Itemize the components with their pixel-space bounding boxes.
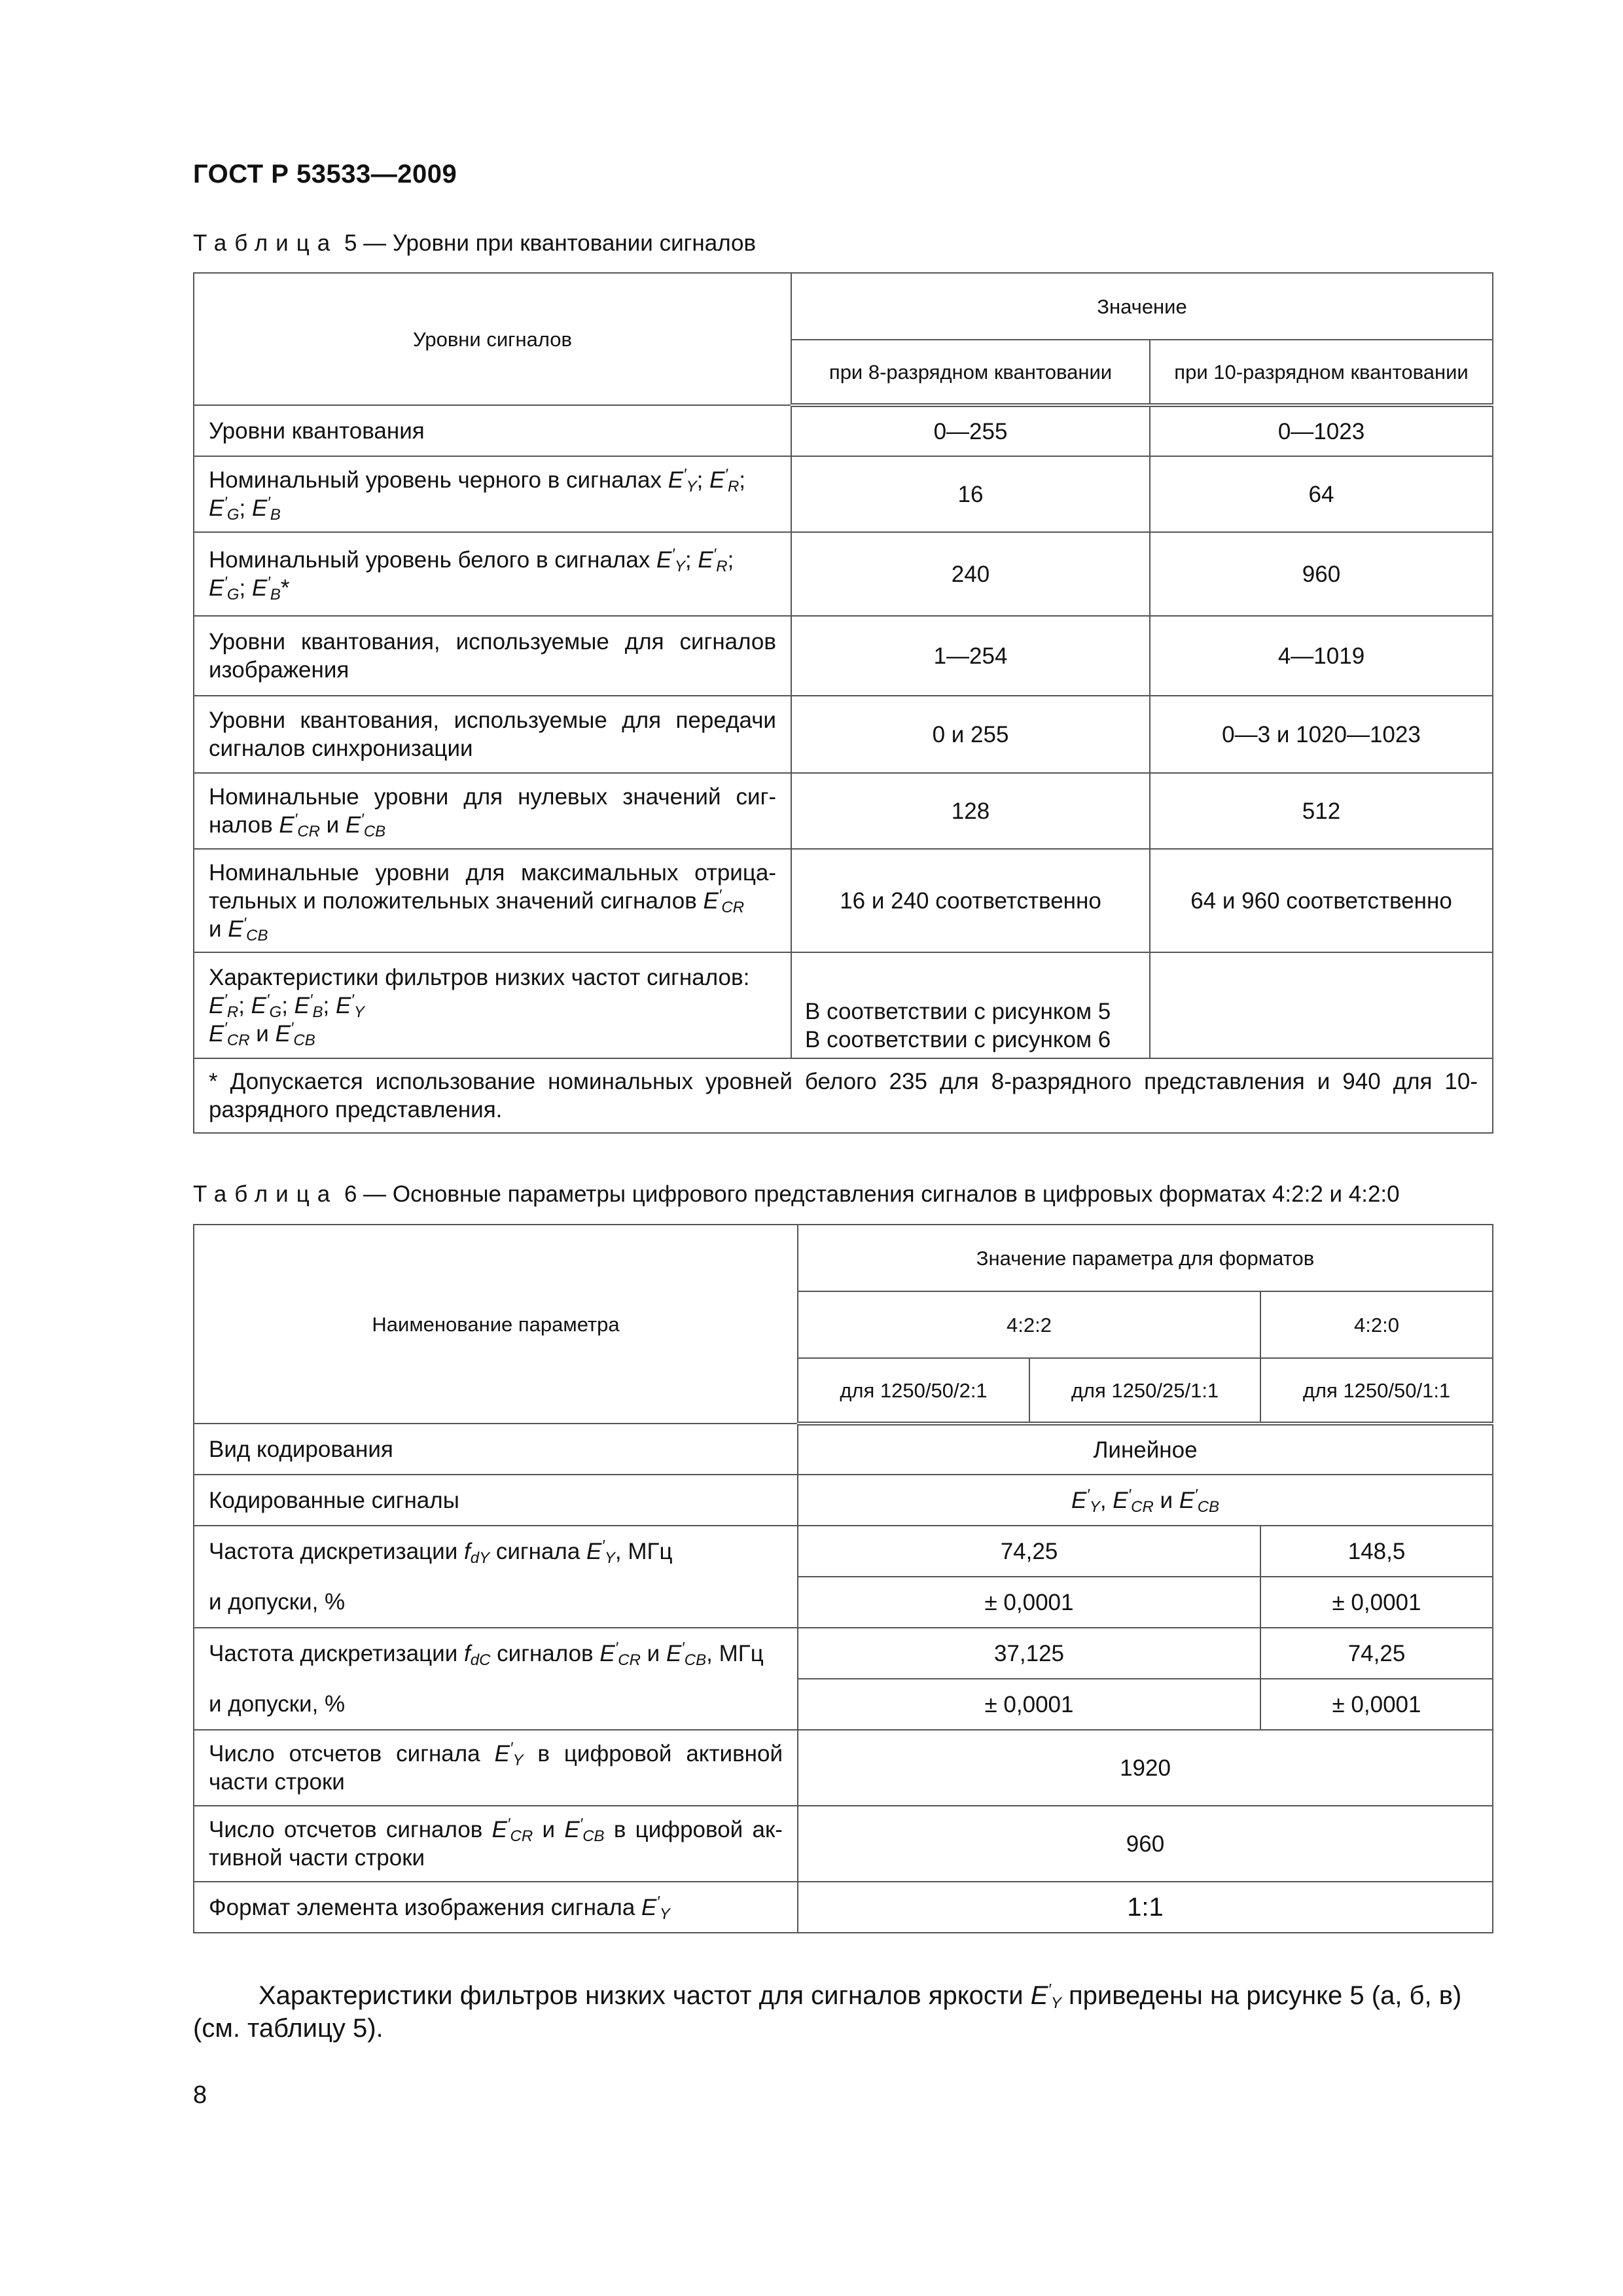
symbol: ′	[243, 914, 247, 932]
separator: ;	[696, 467, 710, 493]
figure-reference: В соответствии с рисунком 6	[805, 1027, 1111, 1052]
separator: ;	[739, 467, 746, 493]
table-row	[194, 696, 1493, 773]
samples-c-value: 960	[798, 1806, 1493, 1882]
value-8bit: 16	[791, 456, 1150, 532]
table5-caption-title: 5 — Уровни при квантовании сигналов	[338, 230, 757, 256]
table-row	[194, 1424, 1493, 1475]
coded-signals-value	[798, 1475, 1493, 1526]
table5-header-row	[194, 273, 1493, 340]
symbol: E	[1071, 1487, 1087, 1513]
footnote-mark: *	[280, 575, 290, 601]
symbol: ′	[267, 573, 270, 592]
symbol: E	[209, 992, 224, 1018]
symbol: E	[209, 575, 224, 601]
symbol: ′	[507, 1815, 510, 1833]
table6-caption-title: 6 — Основные параметры цифрового представления сигналов в цифровых форматах 4:2:2 и 4:2:0	[338, 1181, 1400, 1207]
symbol: Y	[604, 1549, 615, 1567]
symbol: E	[564, 1817, 580, 1842]
value-422: 37,125	[798, 1628, 1260, 1679]
row-label	[194, 1882, 798, 1933]
table5-footnote: * Допускается использование номинальных уровней белого 235 для 8-разрядного представления и 940 для 10-разрядного представления.	[194, 1058, 1493, 1133]
symbol: CB	[684, 1651, 707, 1669]
value-10bit: 960	[1150, 532, 1493, 616]
value-10bit	[1150, 952, 1493, 1058]
symbol: ′	[1086, 1485, 1090, 1503]
row-label: Кодированные сигналы	[194, 1475, 798, 1526]
symbol: ′	[683, 465, 687, 484]
value-8bit: 240	[791, 532, 1150, 616]
conjunction: и	[209, 916, 222, 942]
separator: ;	[685, 547, 698, 573]
table5-head-8bit: при 8-разрядном квантовании	[791, 340, 1150, 405]
label-text: Число отсчетов сигналов	[209, 1817, 483, 1842]
row-label: и допуски, %	[194, 1679, 798, 1730]
table6-head-422: 4:2:2	[798, 1291, 1260, 1358]
body-paragraph	[193, 1979, 1502, 2045]
row-label: Вид кодирования	[194, 1424, 798, 1475]
symbol: E	[251, 495, 268, 521]
symbol: E	[599, 1641, 615, 1666]
value-10bit: 64	[1150, 456, 1493, 532]
unit: , МГц	[615, 1539, 673, 1564]
symbol: E	[703, 888, 719, 914]
value-422: ± 0,0001	[798, 1679, 1260, 1730]
separator: ;	[239, 575, 252, 601]
symbol: E	[279, 812, 294, 838]
symbol: Y	[512, 1751, 524, 1769]
symbol: ′	[713, 545, 717, 564]
symbol: ′	[351, 990, 354, 1009]
table5-caption	[193, 230, 756, 257]
symbol: ′	[1194, 1485, 1198, 1503]
symbol: E	[209, 495, 224, 521]
value-8bit: 16 и 240 соответственно	[791, 849, 1150, 952]
value-420: ± 0,0001	[1260, 1577, 1493, 1628]
symbol: E	[668, 467, 684, 493]
symbol: Y	[674, 558, 685, 575]
label-text: Формат элемента изображения сигнала	[209, 1894, 635, 1920]
symbol: ′	[267, 493, 270, 512]
label-text: Номинальные уровни для максимальных отрица-	[209, 859, 776, 886]
label-text: части строки	[209, 1769, 345, 1795]
separator: ;	[727, 547, 734, 573]
symbol: f	[463, 1641, 471, 1666]
symbol: ′	[290, 1018, 294, 1037]
table6-caption	[193, 1181, 1400, 1208]
conjunction: и	[542, 1817, 556, 1842]
symbol: Y	[353, 1003, 365, 1021]
label-text: сигналов	[497, 1641, 594, 1666]
symbol: ′	[724, 465, 728, 484]
table5-footnote-row	[194, 1058, 1493, 1133]
separator: ,	[1099, 1487, 1113, 1513]
symbol: ′	[224, 990, 227, 1009]
row-label	[194, 1526, 798, 1577]
symbol: ′	[310, 990, 313, 1009]
symbol: CB	[363, 823, 386, 840]
row-label	[194, 696, 791, 773]
value-422: ± 0,0001	[798, 1577, 1260, 1628]
symbol: ′	[656, 1892, 660, 1910]
table6-caption-word: Таблица	[193, 1181, 338, 1207]
symbol: E	[666, 1641, 682, 1666]
symbol: E	[275, 1020, 291, 1047]
symbol: CR	[510, 1827, 533, 1845]
symbol: ′	[671, 545, 675, 564]
table-row	[194, 456, 1493, 532]
symbol: ′	[601, 1537, 605, 1555]
label-text: Уровни квантования, используемые для сигналов	[209, 629, 776, 655]
symbol: E	[709, 467, 725, 493]
figure-reference: В соответствии с рисунком 5	[805, 999, 1111, 1024]
label-text: изображения	[209, 657, 349, 683]
symbol: E	[1030, 1981, 1048, 2010]
symbol: E	[1113, 1487, 1128, 1513]
symbol: E	[698, 547, 713, 573]
symbol: E	[491, 1817, 508, 1842]
samples-y-value: 1920	[798, 1730, 1493, 1806]
symbol: E	[656, 547, 672, 573]
label-text: Номинальный уровень черного в сигналах	[209, 467, 662, 493]
table-row	[194, 1475, 1493, 1526]
label-text: Номинальные уровни для нулевых значений сиг-	[209, 784, 776, 810]
label-text: сигналов синхронизации	[209, 736, 473, 761]
value-422: 74,25	[798, 1526, 1260, 1577]
symbol: E	[228, 916, 243, 942]
symbol: Y	[1089, 1498, 1100, 1516]
value-10bit: 4—1019	[1150, 616, 1493, 696]
symbol: E	[251, 992, 267, 1018]
label-text: сигнала	[495, 1539, 580, 1564]
symbol: Y	[686, 478, 697, 495]
symbol: G	[226, 586, 240, 603]
value-420: 148,5	[1260, 1526, 1493, 1577]
row-label	[194, 849, 791, 952]
label-text: в цифровой ак-	[613, 1817, 783, 1842]
symbol: ′	[224, 493, 227, 512]
table5-head-10bit: при 10-разрядном квантовании	[1150, 340, 1493, 405]
row-label	[194, 616, 791, 696]
symbol: Y	[1050, 1994, 1061, 2012]
value-420: 74,25	[1260, 1628, 1493, 1679]
document-header: ГОСТ Р 53533—2009	[193, 160, 457, 188]
table-row	[194, 1577, 1493, 1628]
label-text: Частота дискретизации	[209, 1539, 458, 1564]
symbol: ′	[294, 810, 298, 829]
table5-head-levels: Уровни сигналов	[194, 273, 791, 405]
symbol: dC	[470, 1651, 491, 1669]
row-label	[194, 773, 791, 849]
value-8bit: 1—254	[791, 616, 1150, 696]
table-row	[194, 1882, 1493, 1933]
symbol: E	[251, 575, 268, 601]
symbol: ′	[509, 1739, 513, 1757]
table6-head-1250-50-1-1: для 1250/50/1:1	[1260, 1358, 1493, 1424]
table6	[193, 1224, 1493, 1933]
symbol: R	[716, 558, 728, 575]
symbol: CR	[618, 1651, 641, 1669]
separator: ;	[238, 992, 251, 1018]
row-label: и допуски, %	[194, 1577, 798, 1628]
symbol: R	[226, 1003, 239, 1021]
value-8bit: 0 и 255	[791, 696, 1150, 773]
symbol: CR	[226, 1031, 250, 1049]
row-label: Уровни квантования	[194, 405, 791, 456]
symbol: R	[727, 478, 740, 495]
row-label	[194, 1806, 798, 1882]
conjunction: и	[256, 1020, 269, 1047]
table6-head-1250-25-1-1: для 1250/25/1:1	[1029, 1358, 1260, 1424]
label-text: Характеристики фильтров низких частот сигналов:	[209, 964, 750, 990]
table-row	[194, 1806, 1493, 1882]
table-row	[194, 532, 1493, 616]
value-8bit: 128	[791, 773, 1150, 849]
paragraph-text: Характеристики фильтров низких частот для сигналов яркости	[259, 1981, 1024, 2010]
coding-value: Линейное	[798, 1424, 1493, 1475]
unit: , МГц	[706, 1641, 764, 1666]
table-row	[194, 405, 1493, 456]
symbol: B	[312, 1003, 323, 1021]
label-text: налов	[209, 812, 273, 838]
table5-caption-word: Таблица	[193, 230, 338, 256]
symbol: CR	[721, 898, 745, 916]
symbol: CB	[1197, 1498, 1220, 1516]
label-text: тивной части строки	[209, 1845, 425, 1871]
row-label	[194, 1628, 798, 1679]
symbol: B	[270, 506, 281, 524]
symbol: CR	[297, 823, 320, 840]
table-row	[194, 773, 1493, 849]
label-text: тельных и положительных значений сигналов	[209, 888, 697, 914]
row-label	[194, 456, 791, 532]
symbol: ′	[579, 1815, 583, 1833]
table6-head-1250-50-2-1: для 1250/50/2:1	[798, 1358, 1029, 1424]
value-10bit: 512	[1150, 773, 1493, 849]
symbol: CB	[246, 926, 268, 944]
conjunction: и	[1153, 1487, 1179, 1513]
table-row	[194, 1628, 1493, 1679]
symbol: Y	[659, 1905, 670, 1923]
symbol: dY	[470, 1549, 490, 1567]
table6-header-row	[194, 1225, 1493, 1291]
symbol: f	[463, 1539, 471, 1564]
symbol: ′	[224, 573, 227, 592]
table-row	[194, 1730, 1493, 1806]
table-row	[194, 616, 1493, 696]
table-row	[194, 1526, 1493, 1577]
paragraph-text: приведены на рисунке 5 (а, б, в) (см. таблицу 5).	[193, 1981, 1462, 2043]
conjunction: и	[326, 812, 340, 838]
table5	[193, 272, 1493, 1134]
page-number: 8	[193, 2081, 207, 2109]
symbol: E	[1179, 1487, 1195, 1513]
symbol: E	[335, 992, 351, 1018]
value-10bit: 0—3 и 1020—1023	[1150, 696, 1493, 773]
separator: ;	[239, 495, 252, 521]
value-8bit	[791, 952, 1150, 1058]
row-label	[194, 1730, 798, 1806]
table6-head-420: 4:2:0	[1260, 1291, 1493, 1358]
label-text: Частота дискретизации	[209, 1641, 458, 1666]
symbol: E	[345, 812, 361, 838]
symbol: CB	[582, 1827, 605, 1845]
conjunction: и	[647, 1641, 660, 1666]
row-label	[194, 952, 791, 1058]
symbol: CR	[1131, 1498, 1154, 1516]
value-10bit: 64 и 960 соответственно	[1150, 849, 1493, 952]
table6-head-value: Значение параметра для форматов	[798, 1225, 1493, 1291]
symbol: E	[209, 1020, 224, 1047]
table-row	[194, 849, 1493, 952]
label-text: Число отсчетов сигнала	[209, 1741, 480, 1767]
symbol: G	[226, 506, 240, 524]
separator: ;	[281, 992, 294, 1018]
symbol: ′	[266, 990, 270, 1009]
symbol: ′	[361, 810, 364, 829]
symbol: ′	[1128, 1485, 1132, 1503]
table-row	[194, 1679, 1493, 1730]
symbol: ′	[681, 1639, 685, 1657]
symbol: E	[494, 1741, 510, 1767]
symbol: E	[641, 1894, 657, 1920]
table5-head-value: Значение	[791, 273, 1493, 340]
pixel-format-value: 1:1	[798, 1882, 1493, 1933]
label-text: в цифровой активной	[537, 1741, 783, 1767]
label-text: Уровни квантования, используемые для передачи	[209, 708, 776, 733]
table-row	[194, 952, 1493, 1058]
symbol: E	[586, 1539, 602, 1564]
symbol: ′	[224, 1018, 227, 1037]
label-text: Номинальный уровень белого в сигналах	[209, 547, 651, 573]
table6-head-param: Наименование параметра	[194, 1225, 798, 1424]
symbol: ′	[615, 1639, 618, 1657]
symbol: CB	[293, 1031, 315, 1049]
symbol: ′	[718, 886, 722, 904]
symbol: E	[294, 992, 310, 1018]
symbol: G	[269, 1003, 282, 1021]
symbol: B	[270, 586, 281, 603]
value-420: ± 0,0001	[1260, 1679, 1493, 1730]
separator: ;	[323, 992, 336, 1018]
value-8bit: 0—255	[791, 405, 1150, 456]
symbol: ′	[1048, 1981, 1051, 1999]
value-10bit: 0—1023	[1150, 405, 1493, 456]
row-label	[194, 532, 791, 616]
